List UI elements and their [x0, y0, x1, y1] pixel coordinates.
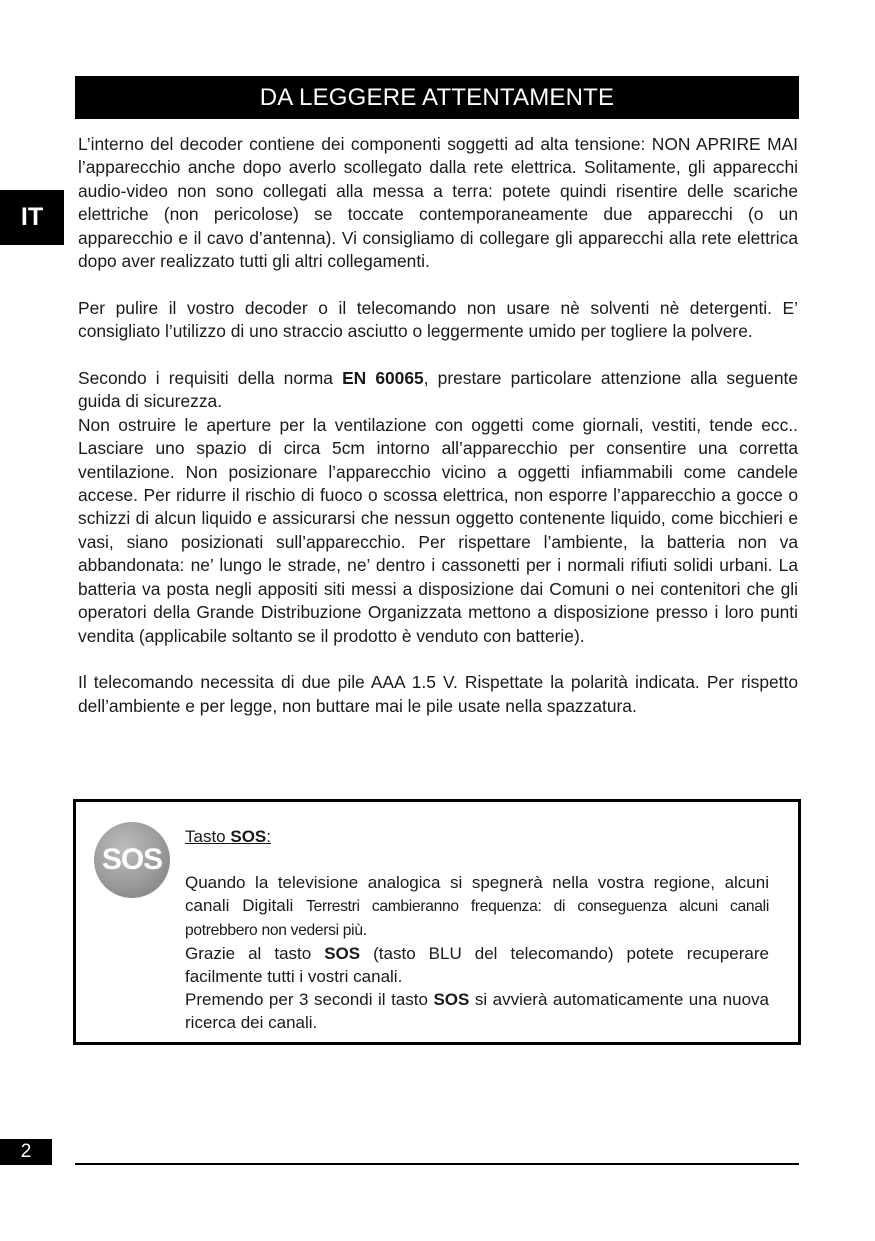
sos-note-text — [185, 825, 769, 1034]
language-tab: IT — [0, 190, 64, 245]
sos-heading-label: Tasto SOS: — [185, 827, 271, 846]
standard-code: EN 60065 — [342, 368, 424, 389]
paragraph-ventilation: Non ostruire le aperture per la ventilazione con oggetti come giornali, vestiti, tende ecc.. Lasciare uno spazio di circa 5cm intorno all’apparecchio per consentire una corretta ventilazione. Non posizionare l’apparecchio vicino a oggetti infiammabili come candele accese. Per ridurre il rischio di fuoco o scossa elettrica, non esporre l’apparecchio a gocce o schizzi di alcun liquido e assicurarsi che nessun oggetto contenente liquido, come bicchieri e vasi, siano posizionati sull’apparecchio. Per rispettare l’ambiente, la batteria non va abbandonata: ne’ lungo le strade, ne’ dentro i cassonetti per i normali rifiuti solidi urbani. La batteria va posta negli appositi siti messi a disposizione dai Comuni o nei contenitori che gli operatori della Grande Distribuzione Organizzata mettono a disposizione presso i loro punti vendita (applicabile soltanto se il prodotto è venduto con batterie). — [78, 414, 798, 646]
paragraph-cleaning: Per pulire il vostro decoder o il telecomando non usare nè solventi nè detergenti. E’ consigliato l’utilizzo di uno straccio asciutto o leggermente umido per togliere la polvere. — [78, 297, 798, 342]
safety-instructions — [78, 133, 798, 718]
sos-line-analog-small: Terrestri cambieranno frequenza: di conseguenza alcuni canali potrebbero non vedersi più. — [185, 898, 769, 939]
section-title: DA LEGGERE ATTENTAMENTE — [75, 76, 799, 119]
paragraph-standard — [78, 367, 798, 414]
sos-icon: SOS — [94, 822, 170, 898]
paragraph-high-voltage: L’interno del decoder contiene dei componenti soggetti ad alta tensione: NON APRIRE MAI l’apparecchio anche dopo averlo scollegato dalla rete elettrica. Solitamente, gli apparecchi audio-video non sono collegati alla messa a terra: potete quindi risentire delle scariche elettriche (non pericolose) se toccate contemporaneamente due apparecchi (o un apparecchio e il cavo d’antenna). Vi consigliamo di collegare gli apparecchi alla rete elettrica dopo aver realizzato tutti gli altri collegamenti. — [78, 134, 798, 272]
sos-line-analog: Quando la televisione analogica si spegnerà nella vostra regione, alcuni canali Digitali Terrestri cambieranno frequenza: di conseguenza alcuni canali potrebbero non vedersi più. — [185, 873, 769, 939]
sos-heading — [185, 825, 769, 848]
paragraph-batteries: Il telecomando necessita di due pile AAA 1.5 V. Rispettate la polarità indicata. Per rispetto dell’ambiente e per legge, non buttare mai le pile usate nella spazzatura. — [78, 672, 798, 716]
sos-line-recover: Grazie al tasto SOS (tasto BLU del telecomando) potete recuperare facilmente tutti i vostri canali. — [185, 944, 769, 986]
footer-divider — [75, 1163, 799, 1165]
standard-intro: Secondo i requisiti della norma — [78, 368, 343, 389]
standard-outro: , prestare particolare attenzione alla seguente guida di sicurezza. — [78, 368, 798, 412]
sos-note-box — [73, 799, 801, 1045]
page-number: 2 — [0, 1139, 52, 1165]
sos-line-search: Premendo per 3 secondi il tasto SOS si avvierà automaticamente una nuova ricerca dei canali. — [185, 990, 769, 1032]
